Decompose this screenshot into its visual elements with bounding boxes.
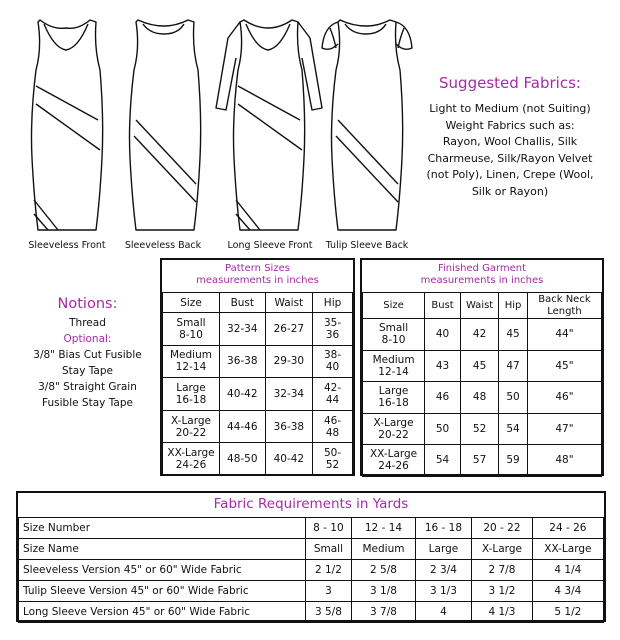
bust-cell: 46 [425,382,461,414]
fabric-line: Light to Medium (not Suiting) [429,102,591,115]
table-header-row [163,293,353,313]
waist-cell: 29-30 [265,345,313,378]
bust-cell: 54 [425,445,461,477]
hip-low: 50- [323,447,342,460]
pattern-sizes-grid [162,292,353,476]
length-cell: 47" [527,413,601,445]
hip-cell [313,443,353,476]
row-label: Size Number [19,518,306,539]
value-cell: 20 - 22 [472,518,533,539]
value-cell: 16 - 18 [415,518,471,539]
row-label: Sleeveless Version 45" or 60" Wide Fabric [19,560,306,581]
pattern-sizes-subtitle: measurements in inches [196,275,319,286]
waist-cell: 36-38 [265,410,313,443]
hip-cell: 45 [499,319,528,351]
hip-high: 48 [325,426,340,439]
size-cell [163,410,220,443]
dress-drawings [18,8,418,238]
notion-optional: Stay Tape [61,365,113,377]
finished-garment-table [360,258,604,476]
value-cell: 3 5/8 [305,602,352,623]
hip-cell: 47 [499,350,528,382]
size-range: 8-10 [381,334,406,347]
value-cell: Small [305,539,352,560]
value-cell: 4 1/3 [472,602,533,623]
bust-cell: 40 [425,319,461,351]
value-cell: 3 1/8 [352,581,416,602]
value-cell: 3 7/8 [352,602,416,623]
value-cell: 2 1/2 [305,560,352,581]
notion-optional: 3/8" Straight Grain [38,381,137,393]
notion-optional-label: Optional: [63,333,112,345]
view-label-tulip-sleeve-back: Tulip Sleeve Back [325,240,409,251]
table-row [19,581,604,602]
fabric-line: Charmeuse, Silk/Rayon Velvet [427,151,593,165]
finished-garment-caption [362,260,602,292]
row-label: Tulip Sleeve Version 45" or 60" Wide Fabric [19,581,306,602]
hip-low: 38- [323,349,342,362]
fabric-line: Weight Fabrics such as: [445,118,575,132]
value-cell: 3 [305,581,352,602]
hip-cell [313,378,353,411]
size-range: 16-18 [175,393,207,406]
header-line: Length [547,305,582,317]
table-row [363,350,602,382]
table-row [163,313,353,346]
value-cell: X-Large [472,539,533,560]
table-row [363,413,602,445]
view-label-long-sleeve-front: Long Sleeve Front [227,240,313,251]
bust-cell: 43 [425,350,461,382]
waist-cell: 42 [460,319,498,351]
value-cell: 2 3/4 [415,560,471,581]
length-cell: 46" [527,382,601,414]
sleeveless-front-dress [32,20,103,230]
size-cell [163,378,220,411]
size-name: XX-Large [167,447,215,460]
waist-cell: 48 [460,382,498,414]
value-cell: 4 3/4 [532,581,603,602]
header-cell: Hip [499,293,528,319]
dress-illustrations [18,8,418,251]
fabric-line: (not Poly), Linen, Crepe (Wool, [426,168,594,181]
hip-cell: 59 [499,445,528,477]
notions [20,296,155,411]
value-cell: 2 5/8 [352,560,416,581]
size-name: Large [378,385,409,398]
header-cell: Waist [460,293,498,319]
table-row [19,602,604,623]
length-cell: 48" [527,445,601,477]
size-cell [363,445,425,477]
size-cell [363,350,425,382]
waist-cell: 45 [460,350,498,382]
table-row [363,445,602,477]
size-name: Small [378,322,409,335]
finished-garment-subtitle: measurements in inches [420,275,544,286]
notions-title: Notions: [57,296,118,312]
table-row [163,410,353,443]
size-range: 24-26 [378,460,409,473]
table-row [363,319,602,351]
value-cell: 3 1/2 [472,581,533,602]
hip-low: 42- [323,381,342,394]
size-cell [363,319,425,351]
size-range: 20-22 [175,426,207,439]
value-cell: 12 - 14 [352,518,416,539]
finished-garment-title: Finished Garment [437,263,527,274]
hip-high: 52 [325,459,340,472]
value-cell: Medium [352,539,416,560]
size-cell [163,443,220,476]
notion-optional: Fusible Stay Tape [42,397,133,409]
tulip-sleeve-back-dress [322,20,412,230]
value-cell: 4 1/4 [532,560,603,581]
view-label-sleeveless-back: Sleeveless Back [124,240,202,251]
fabric-requirements-grid [18,517,604,623]
length-cell: 44" [527,319,601,351]
size-name: Medium [170,349,212,362]
size-name: X-Large [373,416,414,429]
hip-low: 46- [323,414,342,427]
waist-cell: 26-27 [265,313,313,346]
size-cell [163,345,220,378]
hip-cell [313,345,353,378]
table-row [19,560,604,581]
value-cell: 5 1/2 [532,602,603,623]
fabric-line: Silk or Rayon) [471,184,549,198]
bust-cell: 32-34 [220,313,266,346]
table-row [163,378,353,411]
fabric-requirements-table [16,491,606,622]
finished-garment-grid [362,292,602,477]
header-cell: Bust [425,293,461,319]
table-header-row [363,293,602,319]
suggested-fabrics [405,74,615,200]
length-cell: 45" [527,350,601,382]
pattern-sizes-caption [162,260,353,292]
row-label: Long Sleeve Version 45" or 60" Wide Fabric [19,602,306,623]
bust-cell: 44-46 [220,410,266,443]
size-range: 16-18 [378,397,409,410]
bust-cell: 48-50 [220,443,266,476]
size-range: 12-14 [378,365,409,378]
size-range: 24-26 [175,459,207,472]
view-label-sleeveless-front: Sleeveless Front [28,240,106,251]
value-cell: 24 - 26 [532,518,603,539]
pattern-sizes-title: Pattern Sizes [225,263,290,274]
waist-cell: 40-42 [265,443,313,476]
table-row [19,518,604,539]
size-name: X-Large [170,414,211,427]
header-cell: Size [163,293,220,313]
bust-cell: 36-38 [220,345,266,378]
size-range: 8-10 [179,328,203,341]
fabric-line: Rayon, Wool Challis, Silk [442,135,578,148]
value-cell: XX-Large [532,539,603,560]
fabric-requirements-title: Fabric Requirements in Yards [213,496,409,512]
row-label: Size Name [19,539,306,560]
table-row [163,443,353,476]
value-cell: 3 1/3 [415,581,471,602]
table-row [163,345,353,378]
hip-high: 40 [325,361,340,374]
hip-high: 36 [325,328,340,341]
header-line: Back Neck [538,293,591,305]
header-cell [527,293,601,319]
value-cell: Large [415,539,471,560]
size-range: 20-22 [378,428,409,441]
table-row [363,382,602,414]
long-sleeve-front-dress [216,20,322,230]
bust-cell: 40-42 [220,378,266,411]
sleeveless-back-dress [130,20,201,230]
hip-cell: 54 [499,413,528,445]
size-cell [163,313,220,346]
size-name: Small [176,316,206,329]
waist-cell: 32-34 [265,378,313,411]
notion-optional: 3/8" Bias Cut Fusible [33,349,142,361]
header-cell: Waist [265,293,313,313]
value-cell: 4 [415,602,471,623]
hip-high: 44 [325,393,340,406]
header-cell: Hip [313,293,353,313]
hip-cell [313,313,353,346]
table-row [19,539,604,560]
suggested-fabrics-title: Suggested Fabrics: [439,74,581,92]
notion-required: Thread [69,317,106,329]
value-cell: 2 7/8 [472,560,533,581]
size-name: Medium [372,353,415,366]
pattern-sizes-table [160,258,355,476]
header-cell: Bust [220,293,266,313]
hip-low: 35- [323,316,342,329]
size-range: 12-14 [175,361,207,374]
hip-cell: 50 [499,382,528,414]
waist-cell: 52 [460,413,498,445]
bust-cell: 50 [425,413,461,445]
size-cell [363,382,425,414]
size-cell [363,413,425,445]
value-cell: 8 - 10 [305,518,352,539]
hip-cell [313,410,353,443]
header-cell: Size [363,293,425,319]
waist-cell: 57 [460,445,498,477]
size-name: XX-Large [369,448,418,461]
size-name: Large [176,381,206,394]
